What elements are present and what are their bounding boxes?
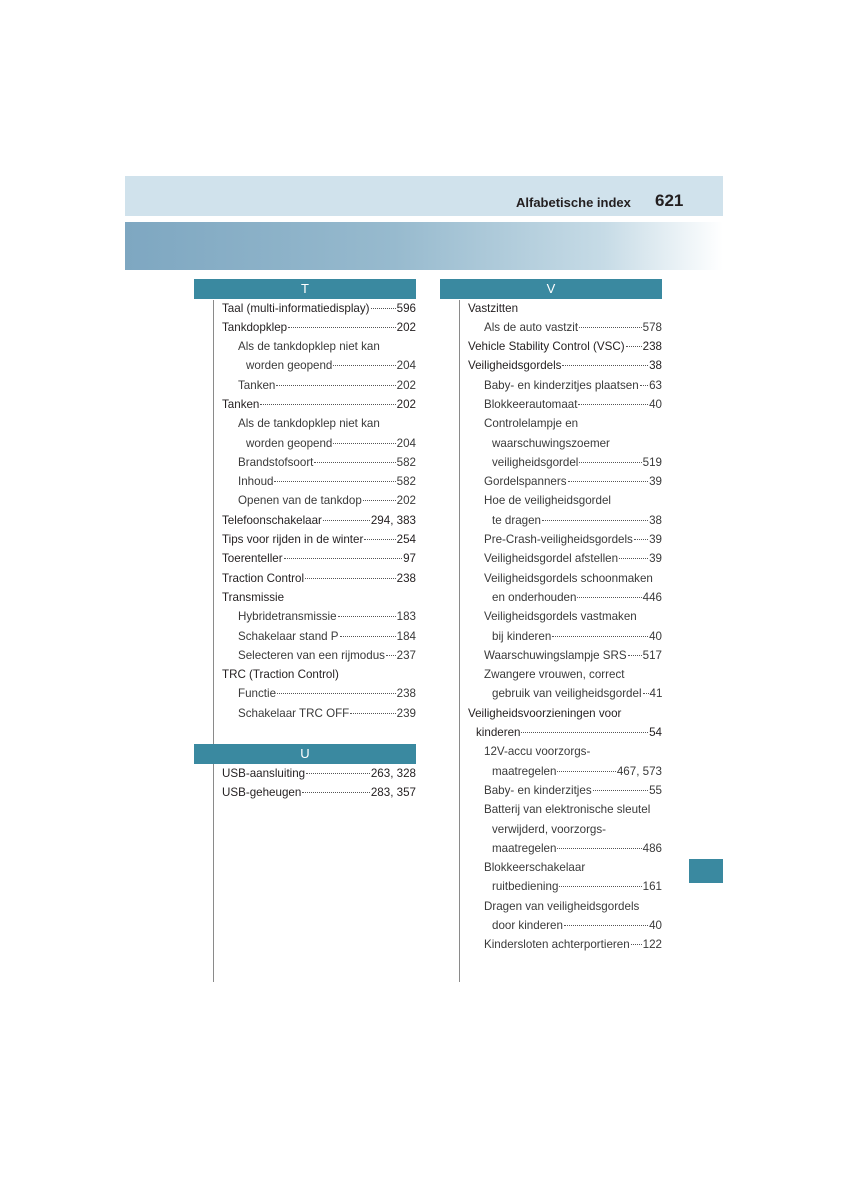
dot-leader xyxy=(631,944,642,945)
index-entry xyxy=(468,781,662,800)
index-entry xyxy=(468,820,662,839)
dot-leader xyxy=(577,597,641,598)
index-entry xyxy=(468,858,662,877)
dot-leader xyxy=(559,886,641,887)
index-entry xyxy=(468,356,662,375)
index-entry-page: 41 xyxy=(649,687,663,701)
dot-leader xyxy=(552,636,648,637)
dot-leader xyxy=(542,520,648,521)
index-entry-page: 202 xyxy=(396,320,416,334)
index-entry xyxy=(468,453,662,472)
index-entry xyxy=(468,800,662,819)
index-entry xyxy=(468,376,662,395)
index-entry-term: 12V-accu voorzorgs- xyxy=(484,745,591,759)
index-entry-page: 39 xyxy=(649,475,662,489)
dot-leader xyxy=(564,925,648,926)
right-column-rule xyxy=(459,300,460,982)
index-entry-term: waarschuwingszoemer xyxy=(492,436,610,450)
index-entry-page: 40 xyxy=(649,629,662,643)
index-entry xyxy=(468,916,662,935)
dot-leader xyxy=(333,443,395,444)
index-entry xyxy=(468,627,662,646)
index-entry-term: Dragen van veiligheidsgordels xyxy=(484,899,640,913)
index-entry-page: 294, 383 xyxy=(370,513,416,527)
index-entry-term: Veiligheidsgordels xyxy=(468,359,562,373)
dot-leader xyxy=(364,539,395,540)
index-entry-page: 582 xyxy=(396,475,416,489)
index-entry-term: Functie xyxy=(238,687,277,701)
index-entry-page: 204 xyxy=(396,359,416,373)
index-entry xyxy=(222,395,416,414)
index-entry-term: Veiligheidsgordel afstellen xyxy=(484,552,619,566)
index-entry-term: worden geopend xyxy=(246,359,333,373)
index-entry-term: Als de auto vastzit xyxy=(484,320,579,334)
index-entry xyxy=(222,588,416,607)
index-entry-term: Tanken xyxy=(222,397,260,411)
index-entry-page: 254 xyxy=(396,533,416,547)
index-entry-term: Traction Control xyxy=(222,571,305,585)
index-entry-page: 519 xyxy=(642,455,662,469)
index-entry xyxy=(468,318,662,337)
index-entry-page: 63 xyxy=(649,378,662,392)
index-entry-page: 238 xyxy=(396,571,416,585)
index-entry xyxy=(468,897,662,916)
index-list-t xyxy=(222,299,416,724)
index-entry-term: Tankdopklep xyxy=(222,320,288,334)
index-entry-term: gebruik van veiligheidsgordel xyxy=(492,687,642,701)
index-entry-term: Veiligheidsgordels vastmaken xyxy=(484,610,637,624)
index-entry xyxy=(468,588,662,607)
index-entry xyxy=(468,530,662,549)
index-entry-page: 596 xyxy=(396,301,416,315)
index-entry-term: Hoe de veiligheidsgordel xyxy=(484,494,611,508)
index-entry xyxy=(468,607,662,626)
index-entry xyxy=(468,742,662,761)
index-entry-term: Batterij van elektronische sleutel xyxy=(484,803,651,817)
index-entry-page: 38 xyxy=(649,513,662,527)
index-entry xyxy=(468,762,662,781)
index-entry xyxy=(468,434,662,453)
index-entry-term: Tanken xyxy=(238,378,276,392)
index-entry-page: 202 xyxy=(396,378,416,392)
dot-leader xyxy=(562,365,648,366)
dot-leader xyxy=(568,481,649,482)
index-entry-term: USB-geheugen xyxy=(222,786,302,800)
index-entry-term: Inhoud xyxy=(238,475,274,489)
dot-leader xyxy=(557,848,641,849)
index-entry-term: Taal (multi-informatiedisplay) xyxy=(222,301,370,315)
section-header-t: T xyxy=(194,279,416,299)
dot-leader xyxy=(302,792,370,793)
index-entry-term: en onderhouden xyxy=(492,590,577,604)
index-entry-term: Schakelaar TRC OFF xyxy=(238,706,350,720)
index-entry-term: Transmissie xyxy=(222,590,285,604)
index-entry-term: Brandstofsoort xyxy=(238,455,314,469)
index-entry-term: maatregelen xyxy=(492,841,557,855)
index-entry-term: Controlelampje en xyxy=(484,417,579,431)
index-entry-page: 263, 328 xyxy=(370,767,416,780)
index-entry-page: 97 xyxy=(403,552,416,566)
index-entry-page: 122 xyxy=(642,938,662,952)
index-entry-term: Selecteren van een rijmodus xyxy=(238,648,385,662)
index-entry xyxy=(468,299,662,318)
header-band-gradient xyxy=(125,222,723,270)
index-entry-page: 467, 573 xyxy=(616,764,662,778)
index-entry-page: 184 xyxy=(396,629,416,643)
dot-leader xyxy=(350,713,395,714)
dot-leader xyxy=(284,558,403,559)
index-entry-page: 39 xyxy=(649,552,662,566)
index-entry-page: 486 xyxy=(642,841,662,855)
index-entry-term: TRC (Traction Control) xyxy=(222,668,339,682)
index-entry-page: 38 xyxy=(649,359,662,373)
dot-leader xyxy=(643,693,649,694)
index-entry xyxy=(222,684,416,703)
index-entry-term: te dragen xyxy=(492,513,541,527)
index-list-v xyxy=(468,299,662,955)
index-entry-term: veiligheidsgordel xyxy=(492,455,579,469)
index-entry-term: bij kinderen xyxy=(492,629,552,643)
index-entry-page: 161 xyxy=(642,880,662,894)
index-entry-page: 517 xyxy=(642,648,662,662)
index-entry-term: Baby- en kinderzitjes plaatsen xyxy=(484,378,639,392)
dot-leader xyxy=(323,520,370,521)
index-entry xyxy=(222,704,416,723)
index-entry xyxy=(468,414,662,433)
dot-leader xyxy=(619,558,648,559)
index-entry-term: door kinderen xyxy=(492,919,563,932)
index-entry-term: kinderen xyxy=(476,726,521,740)
index-entry xyxy=(468,491,662,510)
index-entry xyxy=(222,607,416,626)
index-entry xyxy=(468,684,662,703)
index-entry-term: Pre-Crash-veiligheidsgordels xyxy=(484,533,633,547)
index-entry-page: 54 xyxy=(649,726,662,740)
dot-leader xyxy=(578,404,648,405)
index-entry xyxy=(468,511,662,530)
page-title: Alfabetische index xyxy=(516,195,631,210)
dot-leader xyxy=(288,327,396,328)
dot-leader xyxy=(274,481,395,482)
index-entry xyxy=(222,414,416,433)
index-entry xyxy=(468,549,662,568)
dot-leader xyxy=(634,539,648,540)
dot-leader xyxy=(260,404,395,405)
index-entry xyxy=(222,337,416,356)
index-entry-term: Veiligheidsgordels schoonmaken xyxy=(484,571,653,585)
index-entry xyxy=(222,491,416,510)
dot-leader xyxy=(557,771,615,772)
index-entry-term: verwijderd, voorzorgs- xyxy=(492,822,607,836)
index-entry xyxy=(468,395,662,414)
index-entry xyxy=(222,549,416,568)
index-entry xyxy=(468,472,662,491)
index-entry-term: worden geopend xyxy=(246,436,333,450)
dot-leader xyxy=(640,385,648,386)
index-entry-term: Als de tankdopklep niet kan xyxy=(238,340,380,354)
index-entry xyxy=(468,723,662,742)
dot-leader xyxy=(593,790,648,791)
index-entry-page: 237 xyxy=(396,648,416,662)
index-entry-page: 202 xyxy=(396,494,416,508)
index-entry-term: Openen van de tankdop xyxy=(238,494,362,508)
index-entry xyxy=(222,299,416,318)
dot-leader xyxy=(579,327,642,328)
index-entry-page: 204 xyxy=(396,436,416,450)
dot-leader xyxy=(626,346,642,347)
index-entry-term: Vastzitten xyxy=(468,301,519,315)
index-entry-term: Veiligheidsvoorzieningen voor xyxy=(468,706,622,720)
index-entry-term: Tips voor rijden in de winter xyxy=(222,533,364,547)
index-entry xyxy=(222,646,416,665)
header-band-top xyxy=(125,176,723,216)
index-entry xyxy=(222,530,416,549)
index-entry-page: 238 xyxy=(396,687,416,701)
index-entry xyxy=(468,569,662,588)
index-entry xyxy=(468,704,662,723)
section-header-v: V xyxy=(440,279,662,299)
index-entry xyxy=(222,511,416,530)
index-entry-term: Schakelaar stand P xyxy=(238,629,339,643)
index-entry xyxy=(222,356,416,375)
index-entry xyxy=(222,453,416,472)
dot-leader xyxy=(333,365,395,366)
index-entry xyxy=(222,472,416,491)
index-entry-term: Toerenteller xyxy=(222,552,283,566)
index-entry xyxy=(222,665,416,684)
index-entry-page: 238 xyxy=(642,340,662,354)
index-entry-term: Gordelspanners xyxy=(484,475,567,489)
dot-leader xyxy=(277,693,396,694)
index-list-u xyxy=(222,764,416,803)
index-entry xyxy=(468,337,662,356)
section-header-u: U xyxy=(194,744,416,764)
dot-leader xyxy=(338,616,396,617)
index-entry xyxy=(468,839,662,858)
index-entry-page: 582 xyxy=(396,455,416,469)
dot-leader xyxy=(305,578,396,579)
index-entry-page: 40 xyxy=(649,397,662,411)
dot-leader xyxy=(363,500,396,501)
dot-leader xyxy=(521,732,648,733)
index-entry xyxy=(222,627,416,646)
chapter-side-tab xyxy=(689,859,723,883)
index-entry-term: Baby- en kinderzitjes xyxy=(484,783,592,797)
dot-leader xyxy=(306,773,370,774)
index-entry-term: Zwangere vrouwen, correct xyxy=(484,668,625,682)
dot-leader xyxy=(276,385,395,386)
index-entry-term: ruitbediening xyxy=(492,880,559,894)
index-entry-term: Blokkeerschakelaar xyxy=(484,861,586,875)
index-entry xyxy=(468,646,662,665)
index-entry-page: 239 xyxy=(396,706,416,720)
index-entry xyxy=(222,434,416,453)
index-entry-page: 202 xyxy=(396,397,416,411)
dot-leader xyxy=(314,462,395,463)
index-entry-term: Blokkeerautomaat xyxy=(484,397,578,411)
index-entry-term: Hybridetransmissie xyxy=(238,610,337,624)
index-entry-page: 578 xyxy=(642,320,662,334)
index-entry-page: 40 xyxy=(649,919,662,932)
dot-leader xyxy=(628,655,642,656)
index-entry xyxy=(468,877,662,896)
index-entry-term: maatregelen xyxy=(492,764,557,778)
left-column-rule xyxy=(213,300,214,982)
dot-leader xyxy=(386,655,396,656)
index-entry xyxy=(468,935,662,954)
index-entry xyxy=(468,665,662,684)
index-entry xyxy=(222,783,416,802)
index-entry-page: 446 xyxy=(642,590,662,604)
index-entry-term: Waarschuwingslampje SRS xyxy=(484,648,627,662)
index-entry xyxy=(222,569,416,588)
dot-leader xyxy=(340,636,396,637)
index-entry-page: 55 xyxy=(649,783,662,797)
index-entry-page: 39 xyxy=(649,533,662,547)
index-entry-term: Als de tankdopklep niet kan xyxy=(238,417,380,431)
dot-leader xyxy=(579,462,641,463)
index-entry-page: 283, 357 xyxy=(370,786,416,800)
page-number: 621 xyxy=(655,191,684,210)
index-entry-term: Kindersloten achterportieren xyxy=(484,938,630,952)
index-entry-page: 183 xyxy=(396,610,416,624)
index-entry-term: Vehicle Stability Control (VSC) xyxy=(468,340,625,354)
index-entry xyxy=(222,764,416,783)
dot-leader xyxy=(371,308,396,309)
index-entry-term: Telefoonschakelaar xyxy=(222,513,322,527)
index-entry xyxy=(222,318,416,337)
index-entry xyxy=(222,376,416,395)
index-entry-term: USB-aansluiting xyxy=(222,767,306,780)
